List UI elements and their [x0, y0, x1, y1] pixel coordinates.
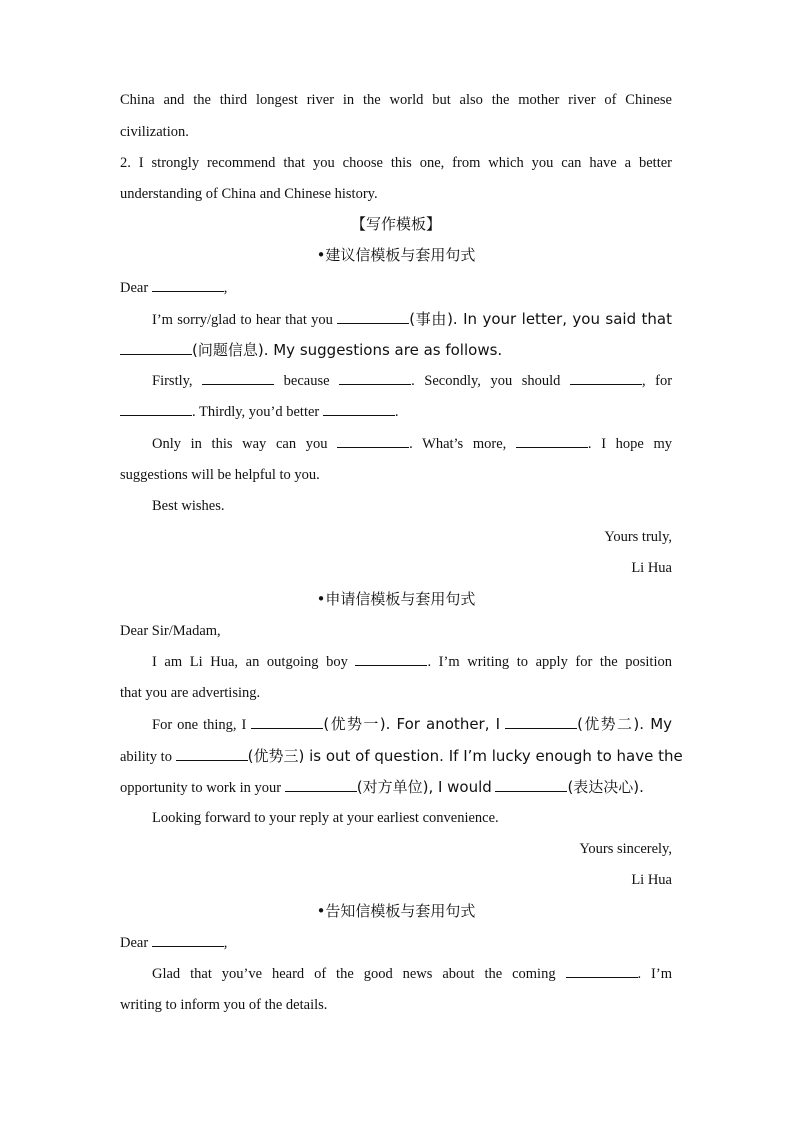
- advice-p1-note: (事由). In your letter, you said that: [409, 310, 673, 328]
- advice-p3-only: Only in this way can you: [152, 436, 328, 452]
- blank: [337, 434, 409, 448]
- advice-p3-hope: . I hope my: [587, 436, 673, 452]
- application-p1-text: I am Li Hua, an outgoing boy: [152, 654, 348, 670]
- blank: [285, 778, 357, 792]
- blank: [339, 371, 411, 385]
- application-p2-resolve: (表达决心).: [567, 778, 644, 796]
- section-title: 【写作模板】: [350, 215, 441, 233]
- advice-greeting: Dear ,: [120, 280, 228, 296]
- advice-closing: Yours truly,: [604, 529, 672, 545]
- application-p3: Looking forward to your reply at your earliest convenience.: [152, 810, 499, 826]
- notice-p1-line1: [152, 964, 672, 984]
- blank: [566, 964, 638, 978]
- application-p1-line2: that you are advertising.: [120, 685, 261, 701]
- application-p2-advantage1: (优势一). For another, I: [323, 715, 501, 733]
- intro-line-3: 2. I strongly recommend that you choose this one, from which you can have a better: [120, 155, 672, 171]
- notice-p1-line2: writing to inform you of the details.: [120, 997, 328, 1013]
- blank: [120, 341, 192, 355]
- advice-p2-line2: [120, 402, 672, 422]
- application-p2-ability: ability to: [120, 749, 172, 765]
- advice-p2-because: because: [283, 373, 330, 389]
- application-p1-line1: [152, 652, 672, 672]
- advice-p1-line2: [120, 340, 672, 361]
- advice-p3-whats-more: . What’s more,: [409, 436, 507, 452]
- application-p2-one-thing: For one thing, I: [152, 717, 247, 733]
- blank: [495, 778, 567, 792]
- application-p2-line1: [152, 714, 672, 735]
- advice-p1-text: I’m sorry/glad to hear that you: [152, 312, 333, 328]
- intro-line-4: understanding of China and Chinese history.: [120, 186, 378, 202]
- application-p2-advantage3: (优势三) is out of question. If I’m lucky enough to have the: [247, 747, 683, 765]
- application-signature: Li Hua: [631, 872, 672, 888]
- advice-p2-secondly: . Secondly, you should: [411, 373, 561, 389]
- application-letter-heading: •申请信模板与套用句式: [316, 590, 476, 608]
- application-closing: Yours sincerely,: [579, 841, 672, 857]
- blank: [505, 715, 577, 729]
- intro-line-2: civilization.: [120, 124, 189, 140]
- advice-p2-firstly: Firstly,: [152, 373, 193, 389]
- advice-p1-line1: [152, 309, 672, 330]
- blank: [337, 310, 409, 324]
- advice-signature: Li Hua: [631, 560, 672, 576]
- blank: [120, 402, 192, 416]
- application-p2-line3: [120, 777, 672, 798]
- advice-p3-line2: suggestions will be helpful to you.: [120, 467, 320, 483]
- blank: [202, 371, 274, 385]
- advice-p1b-note: (问题信息). My suggestions are as follows.: [192, 341, 503, 359]
- application-p2-line2: [120, 746, 683, 767]
- advice-letter-heading: •建议信模板与套用句式: [316, 246, 476, 264]
- advice-p2-thirdly: . Thirdly, you’d better: [192, 404, 320, 420]
- blank: [152, 278, 224, 292]
- blank: [251, 715, 323, 729]
- blank: [516, 434, 588, 448]
- notice-p1-text: Glad that you’ve heard of the good news about the coming: [152, 966, 556, 982]
- application-p2-opportunity: opportunity to work in your: [120, 780, 282, 796]
- application-p2-unit: (对方单位), I would: [356, 778, 492, 796]
- application-greeting: Dear Sir/Madam,: [120, 623, 221, 639]
- advice-best-wishes: Best wishes.: [152, 498, 225, 514]
- blank: [152, 933, 224, 947]
- application-p2-advantage2: (优势二). My: [577, 715, 673, 733]
- notice-p1-im: . I’m: [637, 966, 672, 982]
- advice-greeting-text: Dear: [120, 280, 149, 296]
- blank: [176, 747, 248, 761]
- advice-p2-line1: [152, 371, 672, 391]
- notice-letter-heading: •告知信模板与套用句式: [316, 902, 476, 920]
- blank: [570, 371, 642, 385]
- advice-p2-for: , for: [641, 373, 673, 389]
- notice-greeting-text: Dear: [120, 935, 149, 951]
- application-p1-apply: . I’m writing to apply for the position: [427, 654, 672, 670]
- blank: [323, 402, 395, 416]
- blank: [355, 652, 427, 666]
- intro-line-1: China and the third longest river in the world but also the mother river of Chinese: [120, 92, 672, 108]
- notice-greeting: Dear ,: [120, 935, 228, 951]
- advice-p3-line1: [152, 434, 672, 454]
- advice-p2-period: .: [394, 404, 399, 420]
